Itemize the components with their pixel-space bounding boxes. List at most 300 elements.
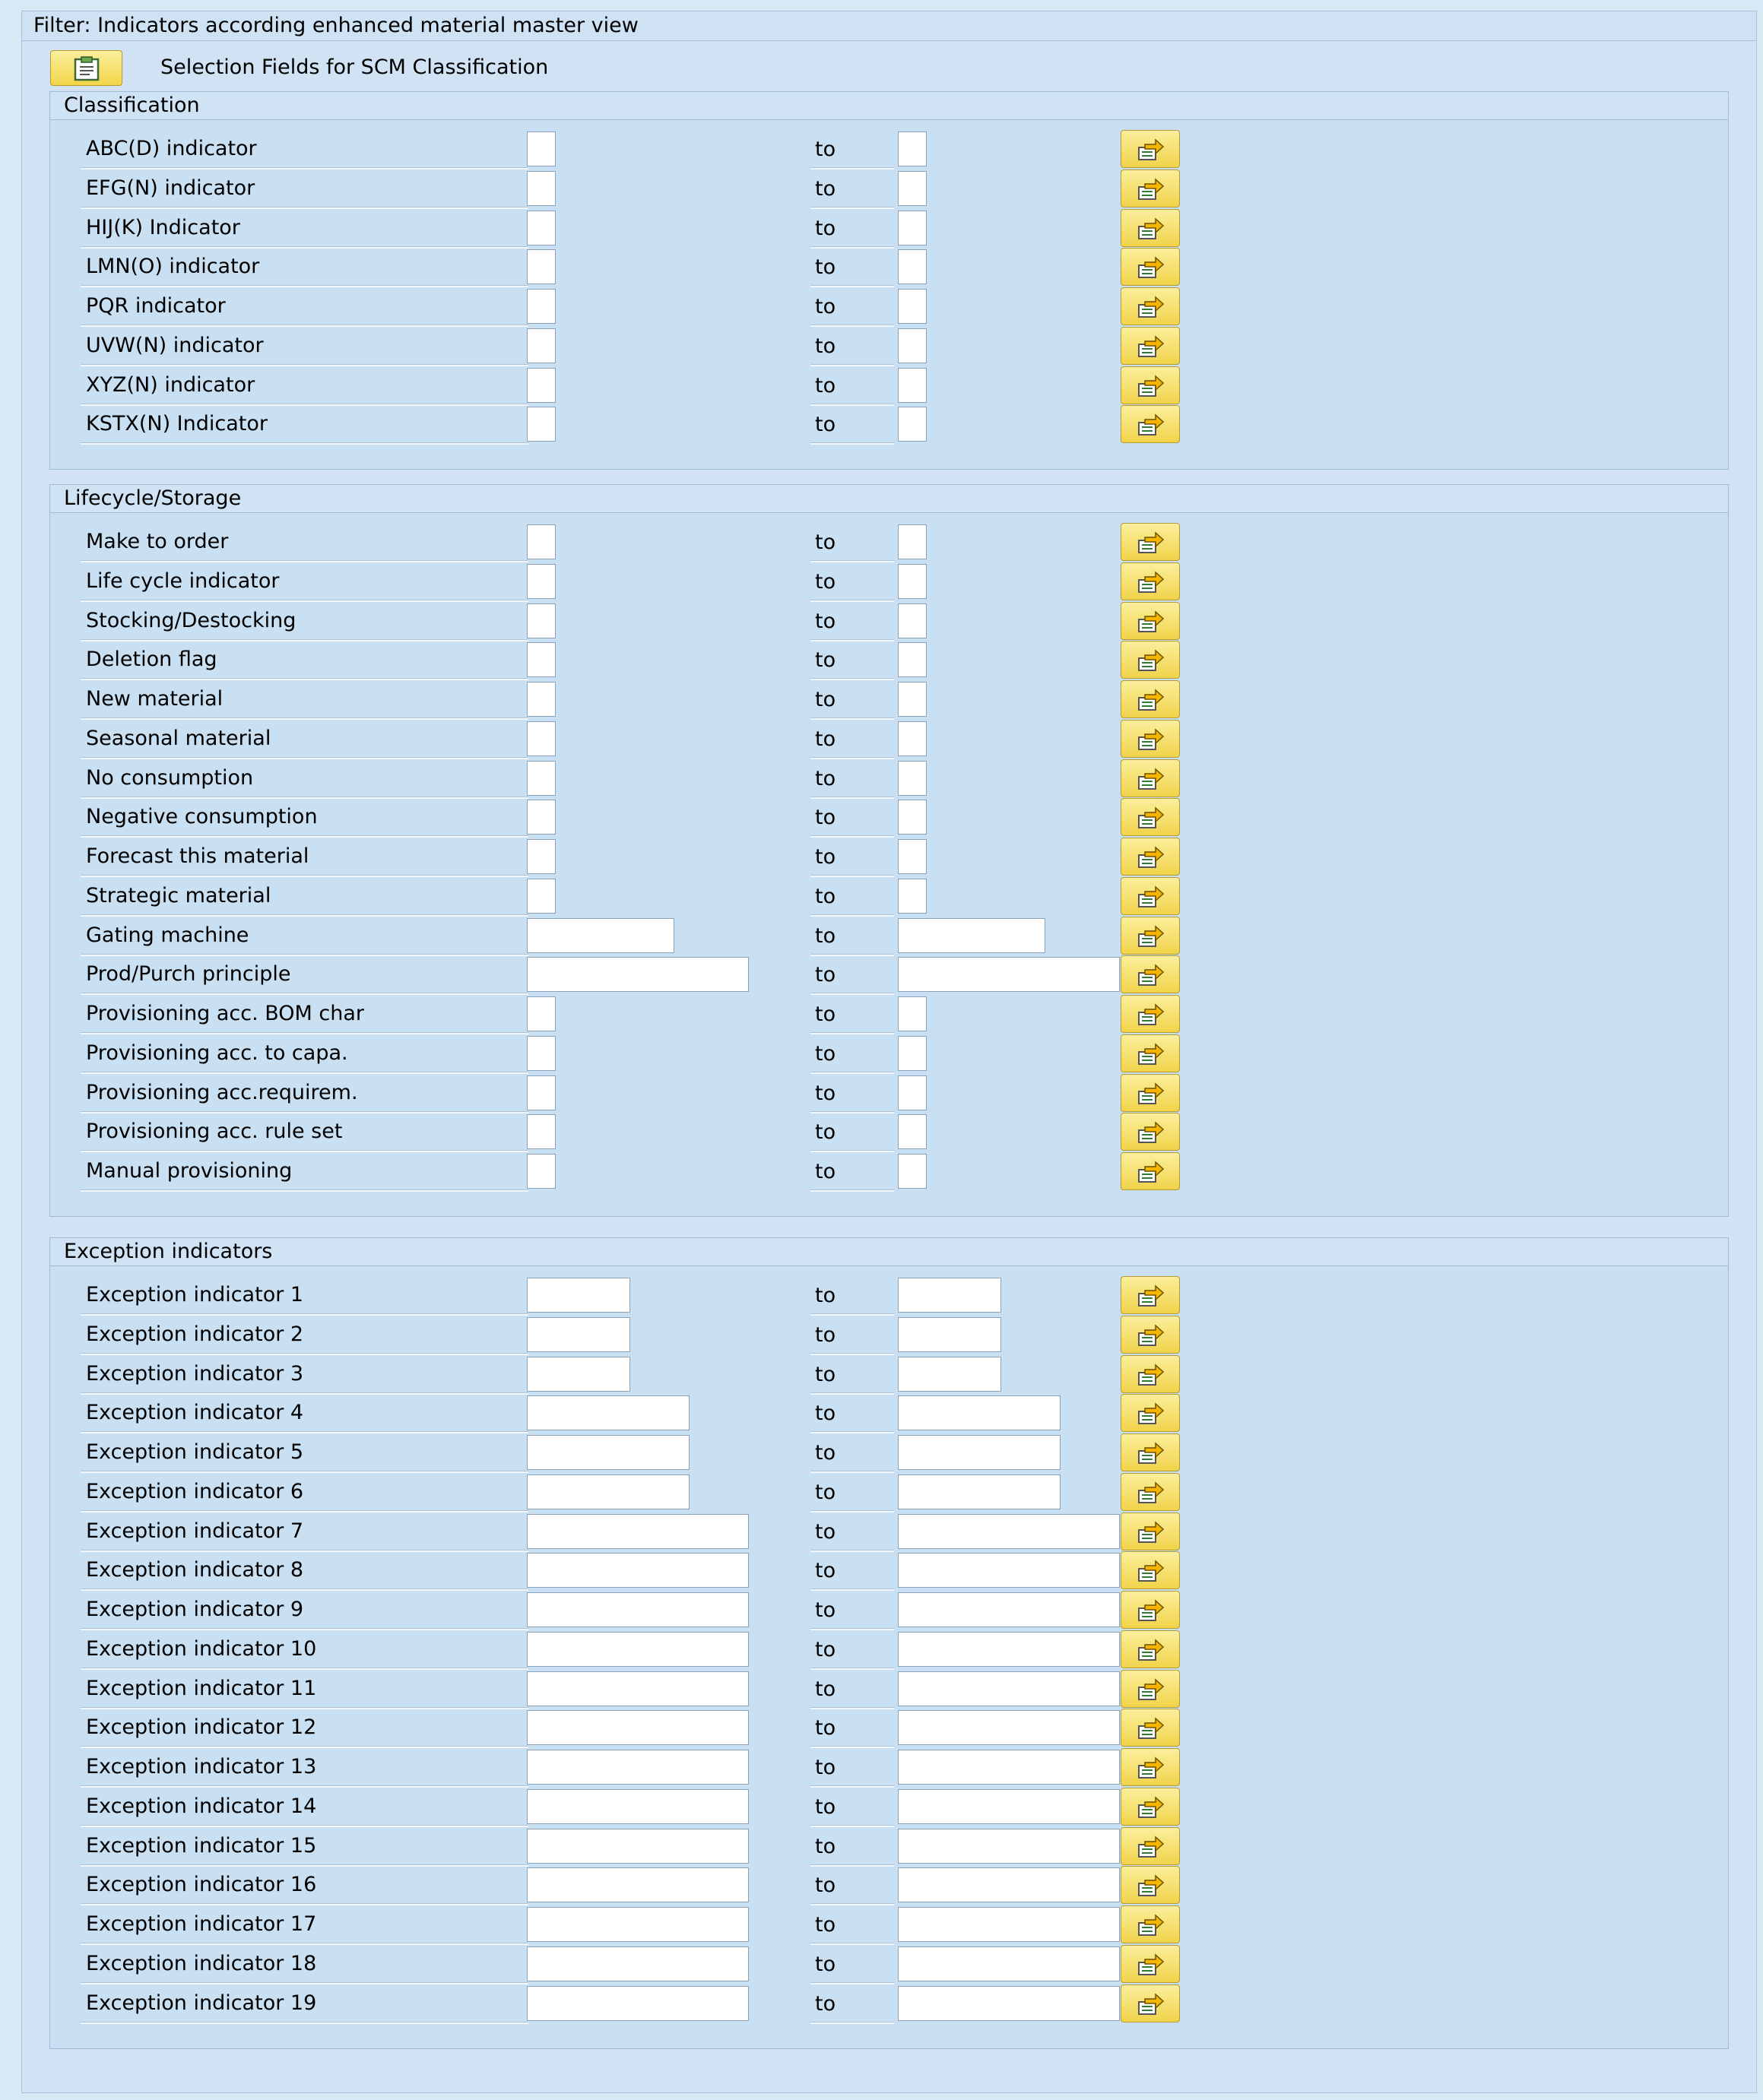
arrow-right-icon (1137, 1364, 1165, 1386)
from-value-input[interactable] (527, 1710, 749, 1745)
arrow-right-icon (1137, 1953, 1165, 1976)
arrow-right-icon (1137, 885, 1165, 908)
field-label: Exception indicator 9 (86, 1598, 304, 1621)
to-value-input[interactable] (898, 131, 927, 166)
to-label: to (815, 176, 836, 201)
to-label: to (815, 1441, 836, 1465)
to-label: to (815, 413, 836, 437)
multiple-selection-button[interactable] (1121, 1630, 1180, 1668)
arrow-right-icon (1137, 1599, 1165, 1622)
to-label: to (815, 1362, 836, 1386)
field-label: Exception indicator 7 (86, 1519, 304, 1543)
field-label: Exception indicator 6 (86, 1479, 304, 1503)
selection-row (50, 1394, 1343, 1433)
from-value-input[interactable] (527, 1114, 556, 1149)
to-value-input[interactable] (898, 564, 927, 599)
selection-row (50, 1433, 1343, 1473)
to-label: to (815, 1598, 836, 1622)
to-value-input[interactable] (898, 1789, 1120, 1824)
field-label: New material (86, 687, 224, 711)
to-label: to (815, 1559, 836, 1583)
multiple-selection-button[interactable] (1121, 1709, 1180, 1747)
field-label: Exception indicator 1 (86, 1283, 304, 1307)
selection-row (50, 1788, 1343, 1827)
to-label: to (815, 1322, 836, 1347)
field-label: EFG(N) indicator (86, 176, 255, 200)
field-label: Strategic material (86, 883, 271, 907)
selection-row (50, 917, 1343, 956)
selection-row (50, 759, 1343, 799)
from-value-input[interactable] (527, 368, 556, 403)
from-value-input[interactable] (527, 407, 556, 442)
field-label: Exception indicator 15 (86, 1833, 317, 1858)
selection-row (50, 327, 1343, 366)
from-value-input[interactable] (527, 1357, 630, 1392)
multiple-selection-button[interactable] (1121, 798, 1180, 836)
to-value-input[interactable] (898, 1435, 1061, 1470)
selection-row (50, 562, 1343, 602)
to-value-input[interactable] (898, 1317, 1001, 1352)
selection-row (50, 1355, 1343, 1395)
arrow-right-icon (1137, 1284, 1165, 1307)
to-label: to (815, 1480, 836, 1504)
arrow-right-icon (1137, 689, 1165, 711)
to-value-input[interactable] (898, 682, 927, 717)
to-value-input[interactable] (898, 839, 927, 874)
to-value-input[interactable] (898, 1154, 927, 1189)
to-value-input[interactable] (898, 1592, 1120, 1627)
from-value-input[interactable] (527, 682, 556, 717)
selection-row (50, 1748, 1343, 1788)
to-value-input[interactable] (898, 800, 927, 835)
selection-fields-button[interactable] (50, 50, 122, 86)
to-value-input[interactable] (898, 761, 927, 796)
to-label: to (815, 1120, 836, 1145)
selection-row (50, 1630, 1343, 1670)
field-label: Make to order (86, 530, 229, 553)
field-label: Gating machine (86, 923, 249, 947)
selection-row (50, 1591, 1343, 1630)
multiple-selection-button[interactable] (1121, 1788, 1180, 1826)
to-value-input[interactable] (898, 1671, 1120, 1706)
selection-fields-label: Selection Fields for SCM Classification (160, 55, 549, 79)
arrow-right-icon (1137, 806, 1165, 829)
arrow-right-icon (1137, 178, 1165, 201)
section-header (50, 485, 1728, 513)
to-value-input[interactable] (898, 1514, 1120, 1549)
multiple-selection-button[interactable] (1121, 955, 1180, 993)
to-value-input[interactable] (898, 1075, 927, 1110)
from-value-input[interactable] (527, 249, 556, 284)
selection-row (50, 641, 1343, 680)
field-label: Forecast this material (86, 844, 309, 868)
arrow-right-icon (1137, 571, 1165, 594)
multiple-selection-button[interactable] (1121, 759, 1180, 797)
to-value-input[interactable] (898, 1278, 1001, 1313)
from-value-input[interactable] (527, 1907, 749, 1942)
from-value-input[interactable] (527, 171, 556, 206)
arrow-right-icon (1137, 531, 1165, 554)
from-value-input[interactable] (527, 918, 674, 953)
to-label: to (815, 1041, 836, 1066)
from-value-input[interactable] (527, 564, 556, 599)
selection-row (50, 1905, 1343, 1945)
multiple-selection-button[interactable] (1121, 1984, 1180, 2022)
field-label: Provisioning acc. rule set (86, 1120, 343, 1144)
to-value-input[interactable] (898, 1114, 927, 1149)
to-value-input[interactable] (898, 1553, 1120, 1588)
selection-row (50, 287, 1343, 327)
from-value-input[interactable] (527, 1592, 749, 1627)
selection-row (50, 1945, 1343, 1984)
multiple-selection-button[interactable] (1121, 169, 1180, 207)
to-value-input[interactable] (898, 918, 1045, 953)
arrow-right-icon (1137, 1324, 1165, 1347)
selection-row (50, 1984, 1343, 2024)
multiple-selection-button[interactable] (1121, 995, 1180, 1033)
from-value-input[interactable] (527, 1750, 749, 1785)
multiple-selection-button[interactable] (1121, 1394, 1180, 1432)
arrow-right-icon (1137, 413, 1165, 436)
arrow-right-icon (1137, 768, 1165, 790)
selection-row (50, 798, 1343, 838)
from-value-input[interactable] (527, 879, 556, 914)
selection-row (50, 523, 1343, 562)
arrow-right-icon (1137, 610, 1165, 633)
multiple-selection-button[interactable] (1121, 602, 1180, 640)
arrow-right-icon (1137, 138, 1165, 161)
selection-row (50, 955, 1343, 995)
multiple-selection-button[interactable] (1121, 1748, 1180, 1786)
to-label: to (815, 1913, 836, 1937)
to-value-input[interactable] (898, 289, 927, 324)
selection-row (50, 1316, 1343, 1355)
to-label: to (815, 1991, 836, 2016)
selection-row (50, 877, 1343, 917)
arrow-right-icon (1137, 1481, 1165, 1504)
field-label: Negative consumption (86, 805, 318, 829)
from-value-input[interactable] (527, 642, 556, 677)
multiple-selection-button[interactable] (1121, 1905, 1180, 1943)
to-value-input[interactable] (898, 721, 927, 756)
selection-row (50, 1827, 1343, 1867)
to-value-input[interactable] (898, 1946, 1120, 1981)
arrow-right-icon (1137, 296, 1165, 318)
from-value-input[interactable] (527, 1671, 749, 1706)
from-value-input[interactable] (527, 1075, 556, 1110)
field-label: Exception indicator 2 (86, 1322, 304, 1346)
from-value-input[interactable] (527, 524, 556, 559)
selection-row (50, 1276, 1343, 1316)
multiple-selection-button[interactable] (1121, 1473, 1180, 1511)
to-label: to (815, 1756, 836, 1779)
to-value-input[interactable] (898, 1474, 1061, 1509)
multiple-selection-button[interactable] (1121, 130, 1180, 168)
to-value-input[interactable] (898, 957, 1120, 992)
multiple-selection-button[interactable] (1121, 1670, 1180, 1708)
arrow-right-icon (1137, 1003, 1165, 1026)
to-value-input[interactable] (898, 1036, 927, 1071)
to-underline (810, 2022, 894, 2024)
multiple-selection-button[interactable] (1121, 1866, 1180, 1904)
from-value-input[interactable] (527, 761, 556, 796)
from-value-input[interactable] (527, 1154, 556, 1189)
to-value-input[interactable] (898, 1632, 1120, 1667)
arrow-right-icon (1137, 1121, 1165, 1144)
to-label: to (815, 1677, 836, 1701)
filter-title: Filter: Indicators according enhanced material master view (33, 14, 639, 37)
from-value-input[interactable] (527, 1986, 749, 2021)
multiple-selection-button[interactable] (1121, 209, 1180, 247)
arrow-right-icon (1137, 375, 1165, 398)
from-value-input[interactable] (527, 1632, 749, 1667)
to-label: to (815, 845, 836, 869)
arrow-right-icon (1137, 649, 1165, 672)
from-value-input[interactable] (527, 1474, 690, 1509)
to-value-input[interactable] (898, 603, 927, 638)
to-value-input[interactable] (898, 1867, 1120, 1902)
multiple-selection-button[interactable] (1121, 917, 1180, 955)
multiple-selection-button[interactable] (1121, 287, 1180, 325)
to-value-input[interactable] (898, 642, 927, 677)
field-label: Seasonal material (86, 726, 271, 750)
field-label: Exception indicator 13 (86, 1755, 317, 1779)
multiple-selection-button[interactable] (1121, 1113, 1180, 1151)
section-header (50, 92, 1728, 120)
to-label: to (815, 1002, 836, 1026)
section-lifecycle-storage (49, 484, 1729, 1217)
section-title: Classification (64, 93, 200, 117)
multiple-selection-button[interactable] (1121, 562, 1180, 600)
to-value-input[interactable] (898, 1395, 1061, 1430)
to-label: to (815, 1081, 836, 1105)
field-label: Provisioning acc.requirem. (86, 1080, 358, 1104)
to-value-input[interactable] (898, 1907, 1120, 1942)
arrow-right-icon (1137, 1442, 1165, 1465)
multiple-selection-button[interactable] (1121, 1355, 1180, 1393)
from-value-input[interactable] (527, 839, 556, 874)
arrow-right-icon (1137, 1082, 1165, 1105)
from-value-input[interactable] (527, 1036, 556, 1071)
field-label: Exception indicator 5 (86, 1440, 304, 1464)
field-label: Exception indicator 4 (86, 1401, 304, 1425)
multiple-selection-button[interactable] (1121, 1034, 1180, 1072)
field-label: Exception indicator 14 (86, 1794, 317, 1818)
from-value-input[interactable] (527, 211, 556, 245)
selection-row (50, 366, 1343, 406)
multiple-selection-button[interactable] (1121, 641, 1180, 679)
field-label: KSTX(N) Indicator (86, 412, 268, 436)
multiple-selection-button[interactable] (1121, 1591, 1180, 1629)
multiple-selection-button[interactable] (1121, 405, 1180, 443)
selection-row (50, 169, 1343, 209)
selection-row (50, 1152, 1343, 1192)
arrow-right-icon (1137, 1678, 1165, 1701)
to-label: to (815, 1834, 836, 1858)
field-label: Exception indicator 10 (86, 1636, 317, 1661)
field-label: Deletion flag (86, 648, 217, 672)
section-exception-indicators (49, 1237, 1729, 2049)
to-label: to (815, 963, 836, 987)
section-classification (49, 91, 1729, 470)
to-value-input[interactable] (898, 996, 927, 1031)
from-value-input[interactable] (527, 721, 556, 756)
selection-row (50, 680, 1343, 720)
to-value-input[interactable] (898, 1710, 1120, 1745)
to-label: to (815, 1637, 836, 1661)
multiple-selection-button[interactable] (1121, 1433, 1180, 1471)
multiple-selection-button[interactable] (1121, 1276, 1180, 1314)
multiple-selection-button[interactable] (1121, 1316, 1180, 1354)
field-label: Manual provisioning (86, 1159, 293, 1183)
field-label: Exception indicator 19 (86, 1991, 317, 2015)
multiple-selection-button[interactable] (1121, 680, 1180, 718)
from-value-input[interactable] (527, 328, 556, 363)
to-label: to (815, 138, 836, 161)
to-value-input[interactable] (898, 249, 927, 284)
multiple-selection-button[interactable] (1121, 1551, 1180, 1589)
section-header (50, 1238, 1728, 1266)
selection-row (50, 838, 1343, 877)
multiple-selection-button[interactable] (1121, 1074, 1180, 1112)
to-underline (810, 1189, 894, 1192)
field-label: Prod/Purch principle (86, 962, 291, 987)
to-value-input[interactable] (898, 328, 927, 363)
from-value-input[interactable] (527, 1867, 749, 1902)
to-label: to (815, 1284, 836, 1307)
field-label: Exception indicator 11 (86, 1676, 317, 1700)
arrow-right-icon (1137, 846, 1165, 869)
selection-row (50, 1512, 1343, 1552)
selection-row (50, 1473, 1343, 1512)
arrow-right-icon (1137, 1560, 1165, 1582)
to-label: to (815, 923, 836, 948)
multiple-selection-button[interactable] (1121, 1512, 1180, 1550)
arrow-right-icon (1137, 1161, 1165, 1183)
to-label: to (815, 806, 836, 830)
from-value-input[interactable] (527, 1514, 749, 1549)
to-value-input[interactable] (898, 1750, 1120, 1785)
field-label: LMN(O) indicator (86, 255, 260, 279)
field-label: XYZ(N) indicator (86, 372, 255, 397)
multiple-selection-button[interactable] (1121, 877, 1180, 915)
to-value-input[interactable] (898, 1829, 1120, 1864)
arrow-right-icon (1137, 217, 1165, 240)
to-label: to (815, 766, 836, 790)
to-label: to (815, 334, 836, 358)
arrow-right-icon (1137, 925, 1165, 948)
to-label: to (815, 295, 836, 318)
to-value-input[interactable] (898, 1986, 1120, 2021)
from-value-input[interactable] (527, 1278, 630, 1313)
to-value-input[interactable] (898, 211, 927, 245)
selection-row (50, 130, 1343, 169)
arrow-right-icon (1137, 1756, 1165, 1779)
selection-row (50, 405, 1343, 445)
multiple-selection-button[interactable] (1121, 366, 1180, 404)
to-value-input[interactable] (898, 407, 927, 442)
arrow-right-icon (1137, 1521, 1165, 1544)
label-underline (81, 2022, 528, 2024)
multiple-selection-button[interactable] (1121, 327, 1180, 365)
from-value-input[interactable] (527, 1435, 690, 1470)
multiple-selection-button[interactable] (1121, 1945, 1180, 1983)
to-value-input[interactable] (898, 171, 927, 206)
arrow-right-icon (1137, 1639, 1165, 1661)
selection-row (50, 248, 1343, 287)
to-label: to (815, 688, 836, 711)
from-value-input[interactable] (527, 1829, 749, 1864)
section-title: Exception indicators (64, 1240, 273, 1263)
field-label: Provisioning acc. to capa. (86, 1040, 348, 1065)
from-value-input[interactable] (527, 1946, 749, 1981)
to-label: to (815, 1874, 836, 1898)
multiple-selection-button[interactable] (1121, 720, 1180, 758)
to-label: to (815, 1160, 836, 1183)
selection-row (50, 1113, 1343, 1152)
arrow-right-icon (1137, 964, 1165, 987)
from-value-input[interactable] (527, 1317, 630, 1352)
to-label: to (815, 884, 836, 908)
arrow-right-icon (1137, 1043, 1165, 1066)
from-value-input[interactable] (527, 1789, 749, 1824)
to-label: to (815, 531, 836, 554)
clipboard-icon (73, 55, 100, 81)
from-value-input[interactable] (527, 996, 556, 1031)
from-value-input[interactable] (527, 1553, 749, 1588)
arrow-right-icon (1137, 335, 1165, 358)
label-underline (81, 1189, 528, 1192)
field-label: No consumption (86, 765, 254, 790)
multiple-selection-button[interactable] (1121, 248, 1180, 286)
to-label: to (815, 1794, 836, 1819)
arrow-right-icon (1137, 1874, 1165, 1897)
arrow-right-icon (1137, 1796, 1165, 1819)
to-value-input[interactable] (898, 524, 927, 559)
field-label: Exception indicator 8 (86, 1558, 304, 1582)
to-value-input[interactable] (898, 1357, 1001, 1392)
multiple-selection-button[interactable] (1121, 1152, 1180, 1190)
selection-row (50, 1709, 1343, 1748)
to-value-input[interactable] (898, 368, 927, 403)
multiple-selection-button[interactable] (1121, 838, 1180, 876)
to-label: to (815, 255, 836, 280)
field-label: Provisioning acc. BOM char (86, 1002, 365, 1025)
multiple-selection-button[interactable] (1121, 523, 1180, 561)
to-label: to (815, 609, 836, 633)
from-value-input[interactable] (527, 131, 556, 166)
to-underline (810, 442, 894, 445)
to-label: to (815, 648, 836, 673)
section-title: Lifecycle/Storage (64, 486, 242, 510)
from-value-input[interactable] (527, 957, 749, 992)
selection-row (50, 602, 1343, 641)
to-label: to (815, 1402, 836, 1426)
to-label: to (815, 216, 836, 240)
field-label: Exception indicator 12 (86, 1715, 317, 1740)
field-label: Exception indicator 3 (86, 1361, 304, 1386)
multiple-selection-button[interactable] (1121, 1827, 1180, 1865)
to-value-input[interactable] (898, 879, 927, 914)
from-value-input[interactable] (527, 603, 556, 638)
from-value-input[interactable] (527, 800, 556, 835)
from-value-input[interactable] (527, 1395, 690, 1430)
label-underline (81, 442, 528, 445)
to-label: to (815, 727, 836, 751)
arrow-right-icon (1137, 1717, 1165, 1740)
from-value-input[interactable] (527, 289, 556, 324)
selection-row (50, 720, 1343, 759)
